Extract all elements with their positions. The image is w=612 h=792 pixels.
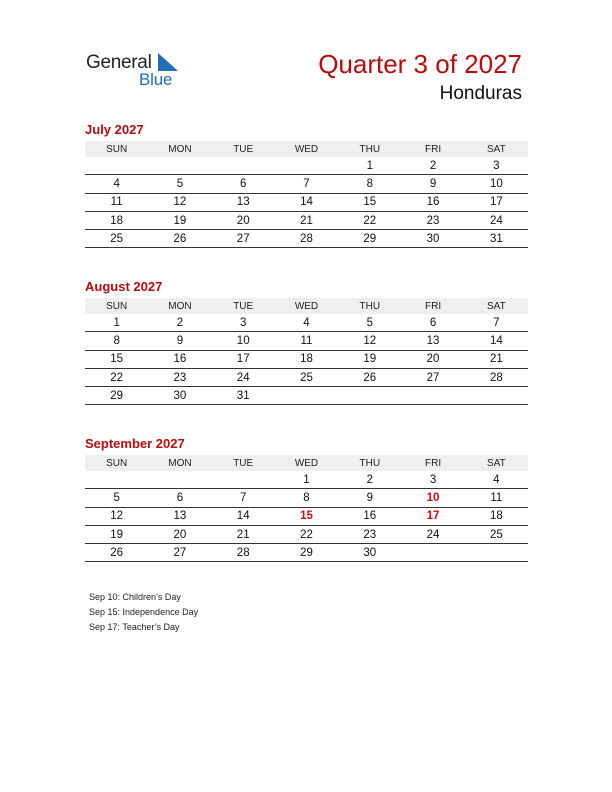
- day-cell: 19: [148, 211, 211, 229]
- logo-triangle-icon: [158, 53, 178, 71]
- day-cell: 4: [275, 314, 338, 332]
- day-cell: 11: [465, 489, 528, 507]
- day-cell: 12: [148, 193, 211, 211]
- day-cell: 24: [401, 525, 464, 543]
- holiday-note: Sep 10: Children’s Day: [89, 592, 181, 602]
- day-cell: 29: [338, 230, 401, 248]
- day-cell: [148, 471, 211, 489]
- day-cell: 17: [212, 350, 275, 368]
- country-name: Honduras: [439, 83, 522, 104]
- day-cell: 12: [338, 332, 401, 350]
- weekday-header-row: [85, 455, 528, 471]
- logo-general-text: General: [86, 52, 152, 73]
- day-cell: 27: [212, 230, 275, 248]
- day-cell: 29: [85, 387, 148, 405]
- day-cell: [275, 387, 338, 405]
- weekday-header: MON: [148, 455, 211, 471]
- day-cell: 20: [212, 211, 275, 229]
- week-row: [85, 332, 528, 350]
- day-cell: 1: [275, 471, 338, 489]
- day-cell: 16: [401, 193, 464, 211]
- day-cell: 8: [275, 489, 338, 507]
- day-cell: 15: [85, 350, 148, 368]
- calendar-table: [85, 298, 528, 405]
- weekday-header: THU: [338, 298, 401, 314]
- day-cell: 29: [275, 544, 338, 562]
- day-cell: 25: [275, 368, 338, 386]
- holiday-day-cell: 17: [401, 507, 464, 525]
- weekday-header: TUE: [212, 298, 275, 314]
- week-row: [85, 157, 528, 175]
- weekday-header: WED: [275, 298, 338, 314]
- day-cell: 13: [401, 332, 464, 350]
- day-cell: 5: [148, 175, 211, 193]
- weekday-header: SAT: [465, 455, 528, 471]
- weekday-header: SAT: [465, 298, 528, 314]
- day-cell: 31: [465, 230, 528, 248]
- week-row: [85, 471, 528, 489]
- day-cell: 4: [85, 175, 148, 193]
- day-cell: 28: [212, 544, 275, 562]
- week-row: [85, 368, 528, 386]
- weekday-header: TUE: [212, 141, 275, 157]
- day-cell: 1: [85, 314, 148, 332]
- day-cell: 5: [85, 489, 148, 507]
- day-cell: 26: [148, 230, 211, 248]
- day-cell: 6: [401, 314, 464, 332]
- day-cell: 7: [465, 314, 528, 332]
- day-cell: 19: [85, 525, 148, 543]
- calendar-table: [85, 455, 528, 562]
- day-cell: 22: [85, 368, 148, 386]
- week-row: [85, 211, 528, 229]
- day-cell: 7: [212, 489, 275, 507]
- weekday-header-row: [85, 298, 528, 314]
- calendar-table: [85, 141, 528, 248]
- day-cell: 16: [148, 350, 211, 368]
- day-cell: 5: [338, 314, 401, 332]
- day-cell: 27: [401, 368, 464, 386]
- day-cell: 12: [85, 507, 148, 525]
- week-row: [85, 193, 528, 211]
- day-cell: 28: [465, 368, 528, 386]
- day-cell: 10: [465, 175, 528, 193]
- day-cell: 4: [465, 471, 528, 489]
- day-cell: 24: [212, 368, 275, 386]
- logo: [86, 50, 196, 90]
- month-title: July 2027: [85, 122, 144, 137]
- holiday-note: Sep 15: Independence Day: [89, 607, 199, 617]
- day-cell: 15: [338, 193, 401, 211]
- month-title: August 2027: [85, 279, 163, 294]
- month-july: [85, 121, 528, 248]
- day-cell: 25: [85, 230, 148, 248]
- day-cell: 13: [212, 193, 275, 211]
- day-cell: 1: [338, 157, 401, 175]
- weekday-header: SUN: [85, 141, 148, 157]
- day-cell: 24: [465, 211, 528, 229]
- day-cell: 6: [212, 175, 275, 193]
- weekday-header: MON: [148, 141, 211, 157]
- day-cell: 26: [338, 368, 401, 386]
- day-cell: 21: [465, 350, 528, 368]
- weekday-header: FRI: [401, 141, 464, 157]
- day-cell: 14: [275, 193, 338, 211]
- day-cell: 14: [465, 332, 528, 350]
- month-september: [85, 435, 528, 562]
- month-title: September 2027: [85, 436, 185, 451]
- day-cell: 16: [338, 507, 401, 525]
- day-cell: [401, 387, 464, 405]
- day-cell: [212, 157, 275, 175]
- day-cell: [401, 544, 464, 562]
- weekday-header: WED: [275, 455, 338, 471]
- weekday-header: WED: [275, 141, 338, 157]
- day-cell: 11: [85, 193, 148, 211]
- day-cell: [85, 157, 148, 175]
- weekday-header: MON: [148, 298, 211, 314]
- week-row: [85, 387, 528, 405]
- week-row: [85, 350, 528, 368]
- week-row: [85, 230, 528, 248]
- day-cell: 22: [275, 525, 338, 543]
- weekday-header: SUN: [85, 298, 148, 314]
- day-cell: 7: [275, 175, 338, 193]
- day-cell: 23: [148, 368, 211, 386]
- day-cell: 2: [338, 471, 401, 489]
- week-row: [85, 544, 528, 562]
- day-cell: 3: [465, 157, 528, 175]
- weekday-header: FRI: [401, 455, 464, 471]
- day-cell: 3: [401, 471, 464, 489]
- day-cell: 6: [148, 489, 211, 507]
- day-cell: 30: [148, 387, 211, 405]
- day-cell: [212, 471, 275, 489]
- holiday-day-cell: 10: [401, 489, 464, 507]
- day-cell: 20: [401, 350, 464, 368]
- day-cell: 20: [148, 525, 211, 543]
- day-cell: 11: [275, 332, 338, 350]
- holiday-note: Sep 17: Teacher’s Day: [89, 622, 180, 632]
- weekday-header: THU: [338, 455, 401, 471]
- day-cell: 26: [85, 544, 148, 562]
- holiday-day-cell: 15: [275, 507, 338, 525]
- day-cell: 21: [275, 211, 338, 229]
- week-row: [85, 175, 528, 193]
- page-title: Quarter 3 of 2027: [318, 49, 522, 79]
- weekday-header: SAT: [465, 141, 528, 157]
- day-cell: 9: [338, 489, 401, 507]
- day-cell: 19: [338, 350, 401, 368]
- day-cell: 25: [465, 525, 528, 543]
- day-cell: [338, 387, 401, 405]
- week-row: [85, 489, 528, 507]
- week-row: [85, 314, 528, 332]
- day-cell: 27: [148, 544, 211, 562]
- day-cell: 30: [338, 544, 401, 562]
- day-cell: 8: [338, 175, 401, 193]
- day-cell: 18: [465, 507, 528, 525]
- day-cell: 18: [275, 350, 338, 368]
- holiday-notes: [89, 590, 198, 635]
- weekday-header-row: [85, 141, 528, 157]
- day-cell: 18: [85, 211, 148, 229]
- day-cell: 8: [85, 332, 148, 350]
- weekday-header: TUE: [212, 455, 275, 471]
- day-cell: 9: [148, 332, 211, 350]
- weekday-header: THU: [338, 141, 401, 157]
- day-cell: 17: [465, 193, 528, 211]
- day-cell: 2: [401, 157, 464, 175]
- day-cell: 2: [148, 314, 211, 332]
- day-cell: [275, 157, 338, 175]
- day-cell: 28: [275, 230, 338, 248]
- day-cell: 10: [212, 332, 275, 350]
- day-cell: 23: [338, 525, 401, 543]
- week-row: [85, 507, 528, 525]
- logo-blue-text: Blue: [139, 70, 173, 89]
- day-cell: [465, 544, 528, 562]
- day-cell: 9: [401, 175, 464, 193]
- day-cell: 3: [212, 314, 275, 332]
- weekday-header: FRI: [401, 298, 464, 314]
- day-cell: 21: [212, 525, 275, 543]
- weekday-header: SUN: [85, 455, 148, 471]
- day-cell: 13: [148, 507, 211, 525]
- day-cell: [85, 471, 148, 489]
- day-cell: 31: [212, 387, 275, 405]
- day-cell: [465, 387, 528, 405]
- week-row: [85, 525, 528, 543]
- day-cell: 22: [338, 211, 401, 229]
- month-august: [85, 278, 528, 405]
- day-cell: 14: [212, 507, 275, 525]
- day-cell: [148, 157, 211, 175]
- day-cell: 23: [401, 211, 464, 229]
- day-cell: 30: [401, 230, 464, 248]
